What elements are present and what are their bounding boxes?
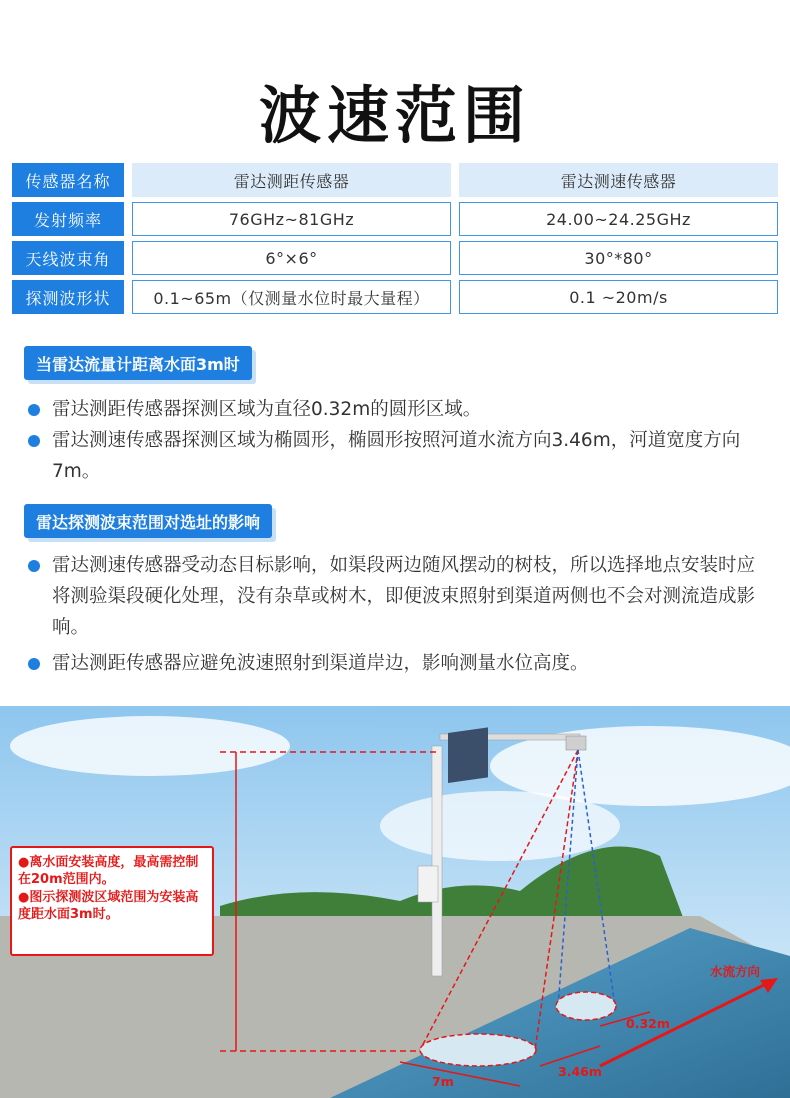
table-row [12,280,778,314]
list-item-text: 雷达测距传感器探测区域为直径0.32m的圆形区域。 [52,399,482,420]
table-cell: 雷达测距传感器 [132,163,451,197]
control-box [418,866,438,902]
list-item [28,425,768,487]
table-cell: 6°×6° [132,241,451,275]
spec-table [12,163,778,319]
table-header-row [12,163,778,197]
cloud [380,791,620,861]
table-cell: 0.1~65m（仅测量水位时最大量程） [132,280,451,314]
table-cell: 76GHz~81GHz [132,202,451,236]
table-row [12,241,778,275]
solar-panel [448,727,488,783]
flow-length-label: 3.46m [558,1064,602,1079]
range-footprint [556,992,616,1020]
table-cell: 雷达测速传感器 [459,163,778,197]
list-item-text: 雷达测速传感器受动态目标影响，如渠段两边随风摆动的树枝，所以选择地点安装时应将测验渠段硬化处理，没有杂草或树木，即便波束照射到渠道两侧也不会对测流造成影响。 [52,555,756,638]
page-title: 波速范围 [258,79,531,152]
table-row-label: 发射频率 [12,202,124,236]
table-cell: 0.1 ~20m/s [459,280,778,314]
bullet-dot-icon [28,560,40,572]
table-row-label: 天线波束角 [12,241,124,275]
width-label: 7m [432,1074,454,1089]
note-line: ●离水面安装高度，最高需控制在20m范围内。 [18,855,199,887]
list-item-text: 雷达测距传感器应避免波速照射到渠道岸边，影响测量水位高度。 [52,653,589,674]
install-note-box [10,846,214,956]
bullet-dot-icon [28,404,40,416]
list-item [28,648,768,679]
speed-footprint [420,1034,536,1066]
radar-sensor [566,736,586,750]
section-tag: 当雷达流量计距离水面3m时 [24,346,252,380]
list-item [28,550,768,643]
pole [432,746,442,976]
flow-direction-label: 水流方向 [710,964,761,979]
list-item [28,394,768,425]
section-tag: 雷达探测波束范围对选址的影响 [24,504,272,538]
cloud [10,716,290,776]
table-row-label: 传感器名称 [12,163,124,197]
note-line: ●图示探测波区域范围为安装高度距水面3m时。 [18,890,199,922]
table-cell: 30°*80° [459,241,778,275]
list-item-text: 雷达测速传感器探测区域为椭圆形，椭圆形按照河道水流方向3.46m，河道宽度方向7m。 [52,430,741,482]
bullet-dot-icon [28,658,40,670]
bullet-dot-icon [28,435,40,447]
table-row [12,202,778,236]
table-row-label: 探测波形状 [12,280,124,314]
range-diameter-label: 0.32m [626,1016,670,1031]
table-cell: 24.00~24.25GHz [459,202,778,236]
